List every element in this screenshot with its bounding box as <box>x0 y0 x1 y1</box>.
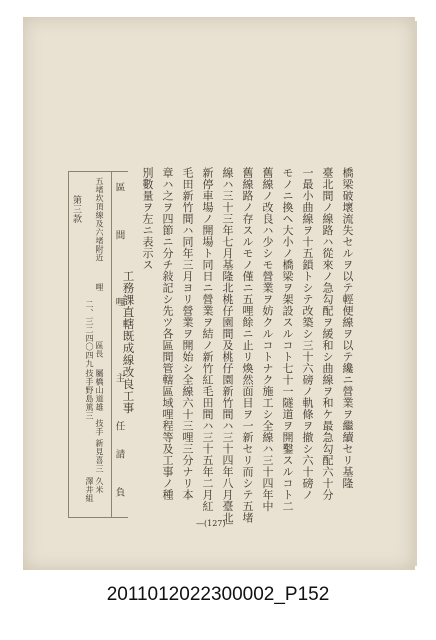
table-header-mile: 哩 <box>113 297 125 307</box>
row-assistant: 技手野島篤三 <box>85 369 94 420</box>
row-mileage-value: 二、三二四〇四九 <box>85 300 94 368</box>
body-column-7: 線ハ三十三年七月基隆北桃仔園間及桃仔園新竹間ハ三十四年八月臺北 <box>221 167 234 524</box>
row-engineer-title: 技手 <box>95 419 104 436</box>
body-column-11: 別數量ヲ左ニ表示ス <box>141 167 154 271</box>
row-contractor-2: 澤井組 <box>85 477 94 503</box>
table-header-kan: 間 <box>113 230 125 240</box>
image-caption: 2011012022300002_P152 <box>106 584 330 605</box>
row-district-label: 區長 <box>95 341 104 358</box>
body-column-3: 一最小曲線ヲ十五鎖トシテ改築シ三十六磅ノ軌條ヲ撤シ六十磅ノ <box>301 167 314 501</box>
table-top-rule <box>68 171 128 172</box>
body-column-6: 舊線路ノ存スルモノ僅ニ五哩餘ニ止リ煥然面目ヲ一新セリ而シテ五堵 <box>241 167 254 524</box>
body-column-4: モノニ換ヘ大小ノ橋梁ヲ架設スルコト七十一隧道ヲ開鑿スルコト二 <box>281 167 294 512</box>
body-column-10: 章ハ之ヲ四節ニ分チ敍記シ先ツ各區間管轄區域哩程等及工事ノ種 <box>161 167 174 501</box>
table-bottom-rule <box>68 517 128 518</box>
page-number: —(127)— <box>196 519 234 528</box>
row-section-name: 五堵坎頂線及六堵附近 <box>95 177 104 262</box>
body-column-5: 舊線ノ改良ハ少シモ營業ヲ妨クルコトナク施工シ全線ハ三十四年中 <box>261 167 274 512</box>
table-header-nin: 任 <box>113 421 125 431</box>
document-page <box>23 17 415 570</box>
table-header-fu: 負 <box>113 487 125 497</box>
row-mileage-label: 哩 <box>95 283 104 292</box>
body-column-1: 橋梁破壞流失セルヲ以テ輕便線ヲ以テ纔ニ營業ヲ繼續セリ基隆 <box>341 167 354 489</box>
table-header-ku: 區 <box>113 182 125 192</box>
body-column-2: 臺北間ノ線路ハ從來ノ急勾配ヲ緩和シ曲線ヲ和ケ最急勾配六十分 <box>321 167 334 501</box>
section-title: 工務課直轄既成線改良工事 <box>121 270 136 414</box>
table-header-shu: 主 <box>113 373 125 383</box>
table-header-divider <box>111 171 112 517</box>
row-contractor-1: 久米 <box>95 477 104 494</box>
row-district-text: 屬橋山道雄 <box>95 369 104 412</box>
row-engineer-name: 新見喜三 <box>95 439 104 473</box>
section-label: 第三款 <box>71 195 81 224</box>
table-left-rule <box>68 171 69 517</box>
body-column-8: 新停車場ノ開場ト同日ニ營業ヲ結ノ新竹紅毛田間ハ三十五年二月紅 <box>201 167 214 512</box>
table-header-sei: 請 <box>113 449 125 459</box>
body-column-9: 毛田新竹間ハ同年三月ヨリ營業ヲ開始シ全線六十三哩三分ナリ本 <box>181 167 194 501</box>
